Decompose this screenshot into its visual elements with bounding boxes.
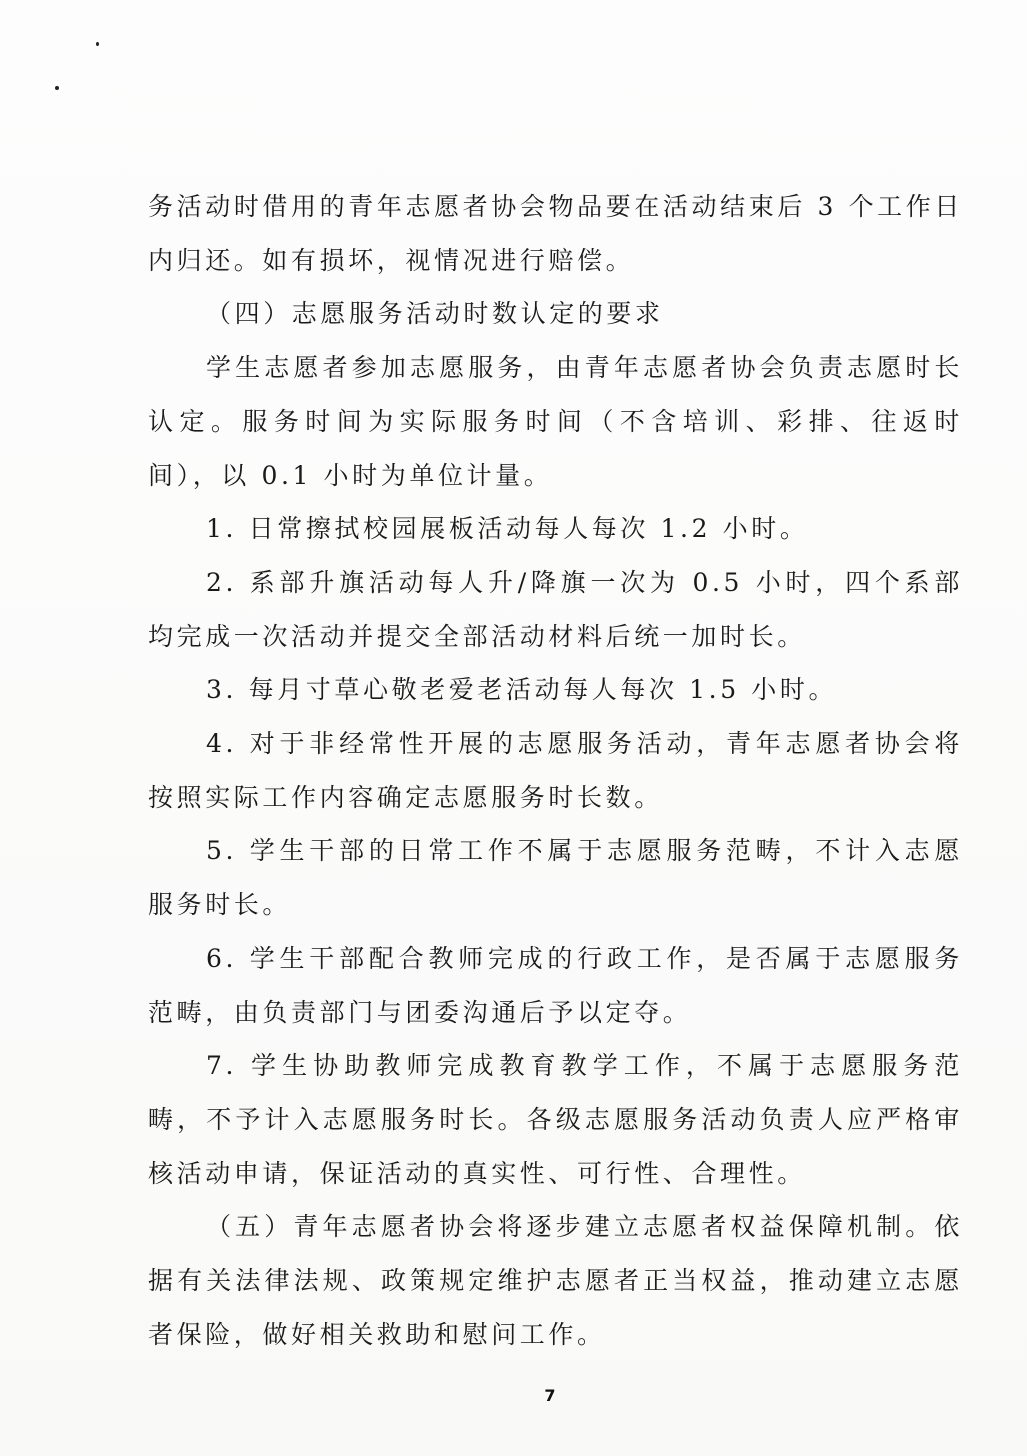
paragraph-continuation: 务活动时借用的青年志愿者协会物品要在活动结束后 3 个工作日内归还。如有损坏，视情况进行赔偿。 [148,192,963,275]
list-item-6: 6. 学生干部配合教师完成的行政工作，是否属于志愿服务范畴，由负责部门与团委沟通后予以定夺。 [148,943,963,1027]
list-item-7: 7. 学生协助教师完成教育教学工作，不属于志愿服务范畴，不予计入志愿服务时长。各级志愿服务活动负责人应严格审核活动申请，保证活动的真实性、可行性、合理性。 [148,1051,963,1188]
list-item-4: 4. 对于非经常性开展的志愿服务活动，青年志愿者协会将按照实际工作内容确定志愿服务时长数。 [148,729,963,812]
list-item-2: 2. 系部升旗活动每人升/降旗一次为 0.5 小时，四个系部均完成一次活动并提交全部活动材料后统一加时长。 [148,567,963,651]
page-number: 7 [544,1386,556,1405]
list-item-5: 5. 学生干部的日常工作不属于志愿服务范畴，不计入志愿服务时长。 [148,836,963,920]
section-heading-5: （五）青年志愿者协会将逐步建立志愿者权益保障机制。依据有关法律法规、政策规定维护志愿者正当权益，推动建立志愿者保险，做好相关救助和慰问工作。 [148,1212,963,1349]
list-item-3: 3. 每月寸草心敬老爱老活动每人每次 1.5 小时。 [206,675,838,705]
document-body [148,180,963,1361]
scan-speck [96,42,99,46]
scan-speck [55,86,59,90]
list-item-1: 1. 日常擦拭校园展板活动每人每次 1.2 小时。 [206,514,809,544]
section-heading-4: （四）志愿服务活动时数认定的要求 [206,299,664,329]
paragraph-intro: 学生志愿者参加志愿服务，由青年志愿者协会负责志愿时长认定。服务时间为实际服务时间（不含培训、彩排、往返时间），以 0.1 小时为单位计量。 [148,353,963,490]
